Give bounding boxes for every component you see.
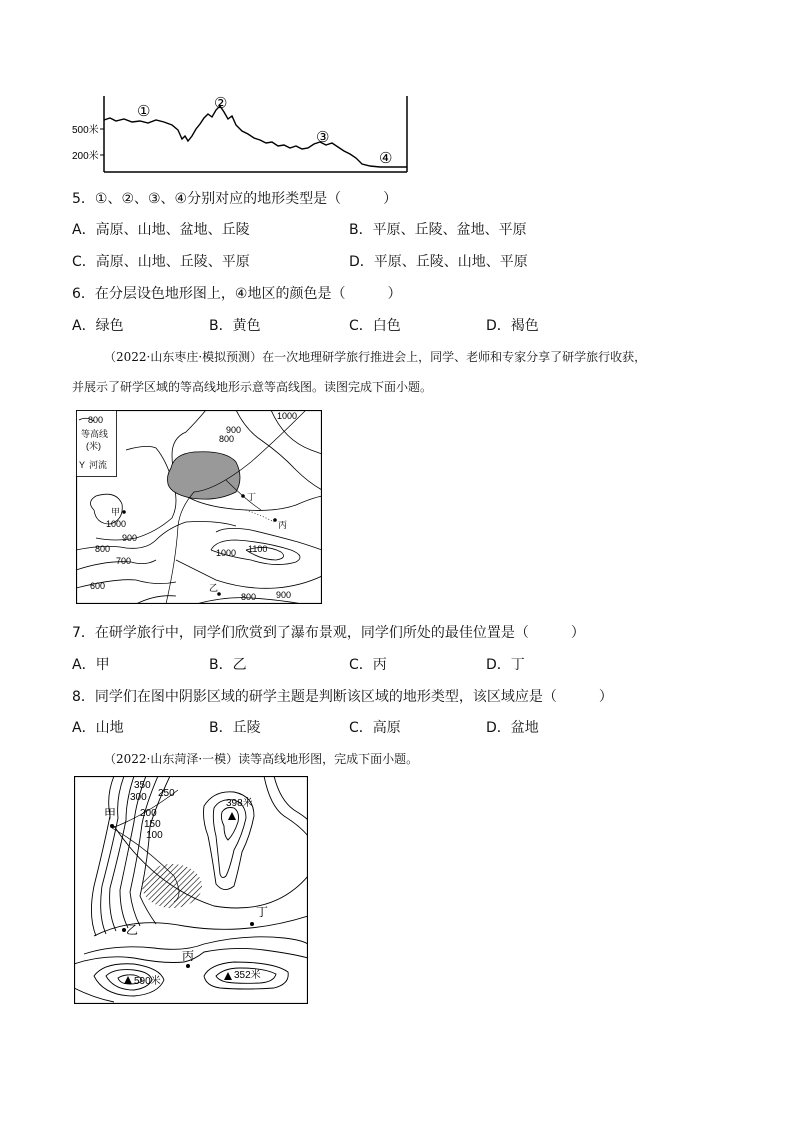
map1-legend-value: 800 <box>88 415 104 425</box>
map1-point-bing <box>273 518 277 522</box>
profile-marker-1: ① <box>137 103 151 120</box>
question-7-option-a[interactable]: A．甲 <box>72 657 110 673</box>
question-8-option-b[interactable]: B．丘陵 <box>209 720 261 736</box>
question-5-stem: 5．①、②、③、④分别对应的地形类型是（ ） <box>72 191 398 207</box>
question-6-option-b[interactable]: B．黄色 <box>209 318 261 334</box>
map2-point-bing <box>186 964 190 968</box>
profile-marker-2: ② <box>214 95 228 112</box>
question-8-stem: 8．同学们在图中阴影区域的研学主题是判断该区域的地形类型，该区域应是（ ） <box>72 689 613 705</box>
map1-label-900-bottom: 900 <box>276 590 292 600</box>
map2-point-jia <box>110 824 114 828</box>
map1-label-yi: 乙 <box>209 583 219 593</box>
profile-marker-3: ③ <box>316 129 330 146</box>
question-5-option-a[interactable]: A．高原、山地、盆地、丘陵 <box>72 222 250 238</box>
map1-label-800-left: 800 <box>95 544 111 554</box>
map1-legend-title-2: (米) <box>86 441 101 451</box>
map1-label-800-bottom: 800 <box>241 592 257 602</box>
question-6-option-a[interactable]: A．绿色 <box>72 318 124 334</box>
question-8-option-c[interactable]: C．高原 <box>349 720 401 736</box>
question-7-option-c[interactable]: C．丙 <box>349 657 387 673</box>
question-7-option-d[interactable]: D．丁 <box>486 657 525 673</box>
map1-label-700: 700 <box>116 556 132 566</box>
question-8-option-d[interactable]: D．盆地 <box>486 720 539 736</box>
map1-point-jia <box>122 510 126 514</box>
map1-label-bing: 丙 <box>278 520 288 530</box>
map2-label-200: 200 <box>140 808 157 819</box>
profile-tick-500: 500米 <box>72 125 99 136</box>
map2-label-100: 100 <box>146 830 163 841</box>
question-8-option-a[interactable]: A．山地 <box>72 720 124 736</box>
map1-label-900-left: 900 <box>122 533 138 543</box>
map2-label-250: 250 <box>158 788 175 799</box>
map2-label-peak-398: 398米 <box>226 798 253 809</box>
map1-label-1000-mid: 1000 <box>216 548 237 558</box>
map1-label-800-top: 800 <box>219 434 235 444</box>
map2-point-ding <box>250 922 254 926</box>
river-legend-icon: Y <box>79 460 86 470</box>
map1-label-900-top: 900 <box>226 425 242 435</box>
question-6-stem: 6．在分层设色地形图上，④地区的颜色是（ ） <box>72 286 402 302</box>
map2-label-300: 300 <box>130 792 147 803</box>
question-5-option-d[interactable]: D．平原、丘陵、山地、平原 <box>349 254 528 270</box>
question-5-option-b[interactable]: B．平原、丘陵、盆地、平原 <box>349 222 527 238</box>
passage-2-line-1: （2022·山东菏泽·一模）读等高线地形图，完成下面小题。 <box>104 752 419 766</box>
question-7-stem: 7．在研学旅行中，同学们欣赏到了瀑布景观，同学们所处的最佳位置是（ ） <box>72 625 585 641</box>
map1-legend-title-1: 等高线 <box>81 429 109 439</box>
map1-shaded-area <box>167 452 240 499</box>
map2-label-350: 350 <box>134 780 151 791</box>
map1-point-ding <box>241 494 245 498</box>
map2-label-bing: 丙 <box>182 949 195 963</box>
map1-label-ding: 丁 <box>247 492 257 502</box>
map2-label-peak-590: 590米 <box>134 976 161 987</box>
contour-map-2 <box>74 776 308 1004</box>
map1-label-1000-top: 1000 <box>277 411 298 421</box>
passage-1-line-2: 并展示了研学区域的等高线地形示意等高线图。读图完成下面小题。 <box>72 380 433 394</box>
map2-shaded-area <box>142 864 202 908</box>
terrain-profile-figure <box>70 92 415 182</box>
map2-label-peak-352: 352米 <box>234 970 261 981</box>
question-6-option-d[interactable]: D．褐色 <box>486 318 539 334</box>
map2-label-yi: 乙 <box>126 923 139 937</box>
map1-label-1100: 1100 <box>248 544 268 554</box>
map2-label-jia: 甲 <box>104 807 117 821</box>
map1-label-600: 600 <box>90 581 106 591</box>
map1-label-jia-1000: 1000 <box>106 519 127 529</box>
passage-1-line-1: （2022·山东枣庄·模拟预测）在一次地理研学旅行推进会上，同学、老师和专家分享了研学旅行收获， <box>104 350 647 364</box>
map1-label-jia: 甲 <box>111 507 121 517</box>
contour-map-1 <box>76 410 322 604</box>
map2-label-150: 150 <box>144 819 161 830</box>
question-7-option-b[interactable]: B．乙 <box>209 657 247 673</box>
question-5-option-c[interactable]: C．高原、山地、丘陵、平原 <box>72 254 250 270</box>
map1-legend-river: 河流 <box>89 460 108 470</box>
question-6-option-c[interactable]: C．白色 <box>349 318 401 334</box>
profile-marker-4: ④ <box>379 150 393 167</box>
profile-tick-200: 200米 <box>72 151 99 162</box>
map2-label-ding: 丁 <box>256 905 269 919</box>
